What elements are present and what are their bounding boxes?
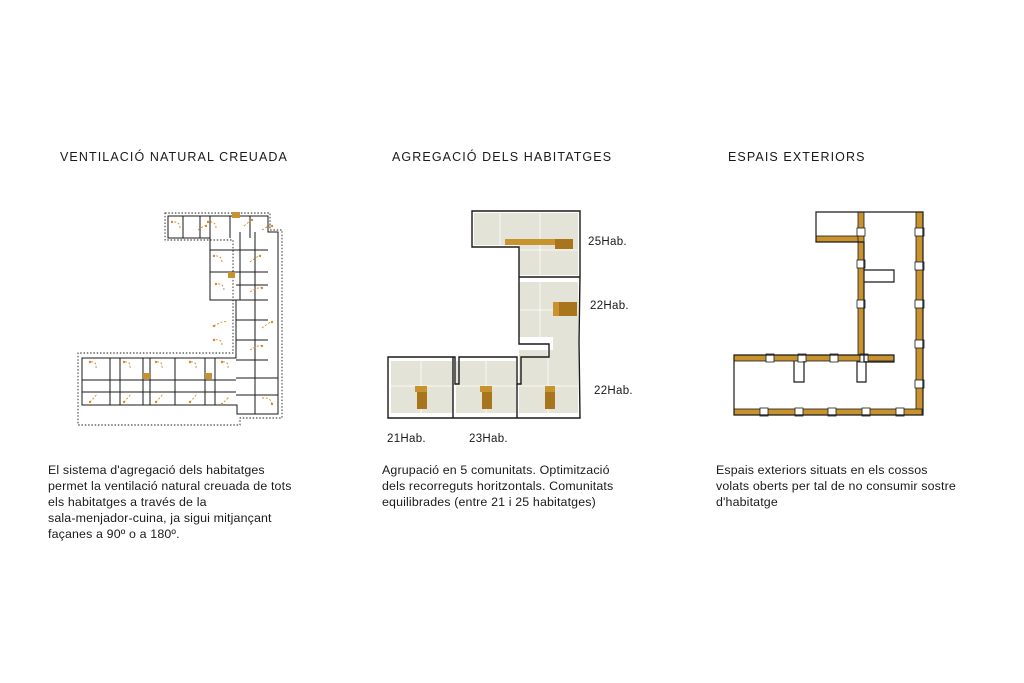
ventilation-arrow [244,220,252,226]
ventilation-arrow [124,395,130,402]
ventilation-arrow-head [251,219,253,221]
caption-ventilation [48,462,338,542]
aggregation-plan-diagram [386,208,586,423]
ventilation-arrow-head [271,321,273,323]
caption-line: equilibrades (entre 21 i 25 habitatges) [382,495,596,509]
caption-line: sala-menjador-cuina, ja sigui mitjançant [48,511,272,525]
ventilation-arrow-head [89,361,91,363]
ventilation-arrow [190,395,196,402]
ventilation-arrow-head [271,225,273,227]
ventilation-arrow-head [189,361,191,363]
caption-line: dels recorreguts horitzontals. Comunitats [382,479,614,493]
caption-line: els habitatges a través de la [48,495,207,509]
caption-line: volats oberts per tal de no consumir sostre [716,479,956,493]
ventilation-arrow [262,398,272,404]
ventilation-arrow [156,395,162,402]
caption-line: façanes a 90º o a 180º. [48,527,180,541]
ventilation-arrow-head [207,221,209,223]
ventilation-arrow-head [261,287,263,289]
ventilation-arrow-head [89,401,91,403]
ventilation-arrow [222,398,228,404]
ventilation-arrow-head [261,345,263,347]
community-label-22-a: 22Hab. [590,300,629,312]
ventilation-arrow-head [221,403,223,405]
ventilation-arrow-head [213,339,215,341]
ventilation-arrow-head [155,401,157,403]
ventilation-arrow [208,222,216,228]
ventilation-arrow [172,222,180,228]
caption-exterior-spaces [716,462,1006,510]
caption-line: permet la ventilació natural creuada de tots [48,479,292,493]
community-label-21: 21Hab. [387,433,426,445]
ventilation-arrow-head [171,221,173,223]
ventilation-arrow-head [189,401,191,403]
ventilation-arrow [262,226,272,231]
ventilation-arrow [262,322,272,328]
caption-line: Espais exteriors situats en els cossos [716,463,928,477]
ventilation-arrow [250,288,262,293]
ventilation-arrow-head [155,361,157,363]
ventilation-arrow [222,362,228,368]
community-label-22-b: 22Hab. [594,385,633,397]
ventilation-arrow [214,256,222,262]
caption-line: Agrupació en 5 comunitats. Optimització [382,463,610,477]
ventilation-arrow [250,346,262,351]
caption-aggregation [382,462,672,510]
caption-line: El sistema d'agregació dels habitatges [48,463,265,477]
ventilation-arrow-head [259,255,261,257]
ventilation-arrow [90,395,96,402]
ventilation-arrow [90,362,96,368]
caption-line: d'habitatge [716,495,778,509]
ventilation-arrow-head [221,361,223,363]
community-label-25: 25Hab. [588,236,627,248]
ventilation-arrow [214,340,222,345]
panel-title-ventilation: VENTILACIÓ NATURAL CREUADA [60,150,288,164]
panel-title-exterior-spaces: ESPAIS EXTERIORS [728,150,866,164]
ventilation-arrow-head [213,325,215,327]
ventilation-arrow-head [215,283,217,285]
ventilation-arrow-head [123,401,125,403]
ventilation-arrow [198,226,206,231]
ventilation-arrow-head [271,403,273,405]
community-label-23: 23Hab. [469,433,508,445]
ventilation-arrow-head [123,361,125,363]
ventilation-arrow-head [205,225,207,227]
ventilation-arrow [156,362,162,368]
ventilation-arrow [124,362,130,368]
ventilation-plan-diagram [65,205,295,445]
ventilation-arrow [216,284,224,290]
exterior-spaces-plan-diagram [728,208,938,423]
ventilation-arrow [190,362,196,368]
ventilation-arrow-head [213,255,215,257]
ventilation-arrow [214,322,226,327]
panel-title-aggregation: AGREGACIÓ DELS HABITATGES [392,150,613,164]
